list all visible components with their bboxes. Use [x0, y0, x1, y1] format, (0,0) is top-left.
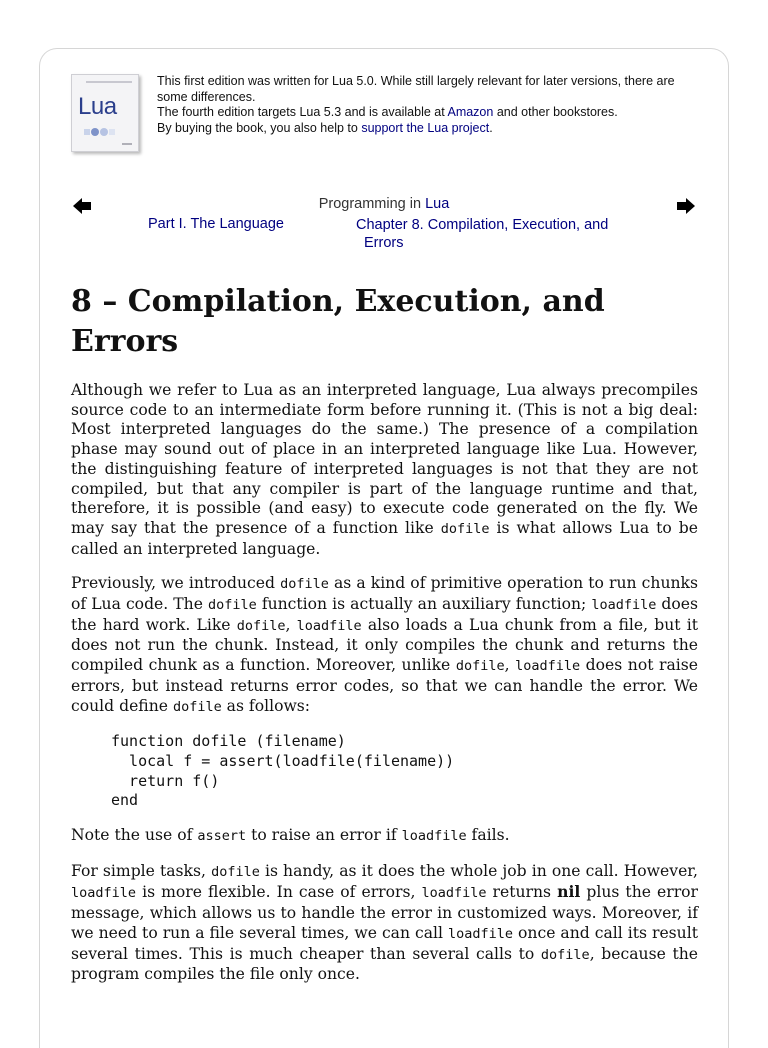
text-span: as a kind of primitive operation to run chunks of Lua code. The — [71, 574, 698, 614]
text-span: as follows: — [221, 696, 311, 715]
text-span: plus the error message, which allows us to handle the error in customized ways. Moreover, if we need to run a file several times, we can call — [71, 883, 698, 942]
inline-code: assert — [197, 828, 247, 845]
paragraph — [71, 862, 698, 985]
text-span: is what allows Lua to be called an interpreted language. — [71, 518, 698, 558]
page-title: 8 – Compilation, Execution, and Errors — [71, 284, 605, 359]
text-span: Although we refer to Lua as an interpreted language, Lua always precompiles source code to an intermediate form before running it. (This is not a big deal: Most interpreted languages do the same.) The presence of a compilation phase may sound out of place in an interpreted language like Lua. However, the distinguishing feature of interpreted languages is not that they are not compiled, but that any compiler is part of the language runtime and that, therefore, it is possible (and easy) to execute code generated on the fly. We may say that the presence of a function like — [71, 381, 698, 537]
inline-code: loadfile — [71, 885, 137, 902]
banner-text-span: . — [489, 120, 493, 135]
part-link[interactable]: Part I. The Language — [148, 216, 284, 232]
text-span: , — [504, 656, 516, 675]
text-span: also loads a Lua chunk from a file, but it does not run the chunk. Instead, it only compiles the chunk and returns the compiled chunk as a function. Moreover, unlike — [71, 615, 698, 675]
banner-line-support — [157, 121, 697, 137]
inline-code: dofile — [211, 863, 260, 880]
inline-code: dofile — [236, 617, 286, 634]
inline-code: loadfile — [401, 828, 467, 845]
inline-code: dofile — [455, 658, 505, 675]
banner-line-edition: This first edition was written for Lua 5.0. While still largely relevant for later versions, there are some differences. — [157, 74, 675, 104]
code-block: function dofile (filename) local f = assert(loadfile(filename)) return f() end — [111, 732, 455, 810]
cover-art-icon — [84, 127, 124, 137]
chapter-link[interactable] — [356, 216, 636, 252]
text-span: Note the use of — [71, 826, 198, 845]
banner-text — [157, 74, 697, 136]
text-span: does not raise errors, but instead returns error codes, so that we can handle the error. We could define — [71, 656, 698, 715]
banner-line-fourth-edition — [157, 105, 697, 121]
text-span: function is actually an auxiliary function; — [256, 595, 592, 614]
inline-code: loadfile — [421, 885, 487, 902]
inline-code: dofile — [540, 946, 590, 963]
book-banner — [71, 74, 691, 156]
cover-title: Lua — [78, 93, 117, 120]
text-span: returns — [486, 883, 558, 902]
main-content — [71, 381, 698, 1000]
inline-code: loadfile — [515, 658, 581, 675]
text-span: Previously, we introduced — [71, 574, 281, 593]
text-span: is more flexible. In case of errors, — [136, 883, 422, 902]
inline-code: loadfile — [448, 925, 514, 942]
book-cover-image[interactable] — [71, 74, 139, 152]
right-arrow-icon[interactable] — [676, 196, 696, 216]
chapter-link-line: Errors — [364, 235, 404, 251]
inline-code: loadfile — [296, 617, 362, 634]
nav-center-text: Programming in — [318, 196, 426, 212]
text-span: is handy, as it does the whole job in one call. However, — [259, 861, 698, 880]
text-span: once and call its result several times. This is much cheaper than several calls to — [71, 923, 698, 963]
paragraph — [71, 381, 698, 559]
lua-home-link[interactable]: Lua — [425, 196, 450, 212]
text-span: fails. — [466, 826, 510, 845]
text-span: does the hard work. Like — [71, 595, 698, 634]
amazon-link[interactable]: Amazon — [447, 105, 494, 119]
inline-code: loadfile — [591, 597, 657, 614]
text-span: to raise an error if — [246, 826, 402, 845]
support-lua-link[interactable]: support the Lua project — [361, 120, 490, 135]
cover-decoration — [122, 143, 132, 145]
inline-code: dofile — [172, 698, 222, 715]
banner-text-span: By buying the book, you also help to — [157, 120, 362, 135]
chapter-link-line: Chapter 8. Compilation, Execution, and — [356, 217, 609, 233]
paragraph — [71, 574, 698, 717]
cover-decoration — [86, 81, 132, 83]
inline-code: dofile — [208, 597, 257, 614]
text-span: For simple tasks, — [71, 861, 212, 880]
banner-text-span: and other bookstores. — [493, 105, 618, 119]
text-span: , — [285, 615, 297, 634]
banner-text-span: The fourth edition targets Lua 5.3 and is available at — [157, 105, 448, 119]
book-title-nav — [0, 196, 768, 212]
text-span: , because the program compiles the file only once. — [71, 944, 698, 984]
paragraph — [71, 826, 698, 847]
bold-text: nil — [557, 882, 581, 902]
inline-code: dofile — [280, 576, 329, 593]
inline-code: dofile — [440, 520, 490, 537]
